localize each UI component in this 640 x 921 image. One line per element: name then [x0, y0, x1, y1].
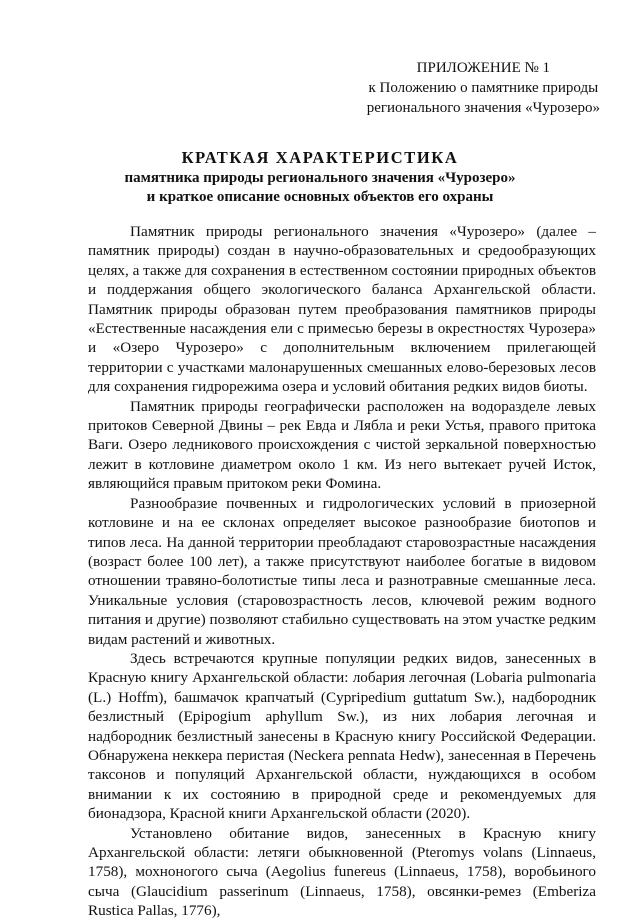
paragraph-geography: Памятник природы географически расположен на водоразделе левых притоков Северной Двины – рек Евда и Лябла и реки Устья, правого притока Ваги. Озеро ледникового происхождения с чистой зеркальной поверхностью лежит в котловине диаметром около 1 км. Из него вытекает ручей Исток, являющийся правым притоком реки Фомина.: [88, 397, 596, 493]
document-title: КРАТКАЯ ХАРАКТЕРИСТИКА: [181, 148, 459, 167]
document-body: [88, 222, 596, 921]
document-subtitle-line-2: и краткое описание основных объектов его охраны: [146, 189, 494, 205]
paragraph-creation-purpose: Памятник природы регионального значения «Чурозеро» (далее – памятник природы) создан в научно-образовательных и средообразующих целях, а также для сохранения в естественном состоянии природных объектов и поддержания общего экологического баланса Архангельской области. Памятник природы образован путем преобразования памятников природы «Естественные насаждения ели с примесью березы в окрестностях Чурозера» и «Озеро Чурозеро» с дополнительным включением прилегающей территории с участками малонарушенных смешанных елово-березовых лесов для сохранения гидрорежима озера и условий обитания редких видов биоты.: [88, 223, 596, 396]
appendix-header: [367, 58, 600, 118]
paragraph-rare-animals: Установлено обитание видов, занесенных в Красную книгу Архангельской области: летяги обыкновенной (Pteromys volans (Linnaeus, 1758), мохноногого сыча (Aegolius funereus (Linnaeus, 1758), воробьиного сыча (Glaucidium passerinum (Linnaeus, 1758), овсянки-ремез (Emberiza Rustica Pallas, 1776),: [88, 824, 596, 920]
appendix-reference-object: регионального значения «Чурозеро»: [366, 100, 600, 116]
paragraph-biodiversity: Разнообразие почвенных и гидрологических условий в приозерной котловине и на ее склонах определяет высокое разнообразие биотопов и типов леса. На данной территории преобладают старовозрастные насаждения (возраст более 100 лет), а также присутствуют наиболее богатые в видовом отношении травяно-болотистые типы леса и разнотравные смешанные леса. Уникальные условия (старовозрастность лесов, ключевой режим водного питания и другие) позволяют стабильно существовать на этом участке редким видам растений и животных.: [88, 494, 596, 648]
document-subtitle-line-1: памятника природы регионального значения «Чурозеро»: [124, 170, 516, 186]
appendix-reference: к Положению о памятнике природы: [368, 80, 599, 96]
appendix-number: ПРИЛОЖЕНИЕ № 1: [416, 60, 551, 76]
paragraph-rare-plants: Здесь встречаются крупные популяции редких видов, занесенных в Красную книгу Архангельской области: лобария легочная (Lobaria pulmonaria (L.) Hoffm), башмачок крапчатый (Cypripedium guttatum Sw.), надбородник безлистный (Epipogium aphyllum Sw.), из них лобария легочная и надбородник безлистный занесены в Красную книгу Российской Федерации. Обнаружена неккера перистая (Neckera pennata Hedw), занесенная в Перечень таксонов и популяций Архангельской области, нуждающихся в особом внимании к их состоянию в природной среде и рекомендуемых для бионадзора, Красной книги Архангельской области (2020).: [88, 649, 596, 823]
document-heading: [0, 148, 640, 207]
